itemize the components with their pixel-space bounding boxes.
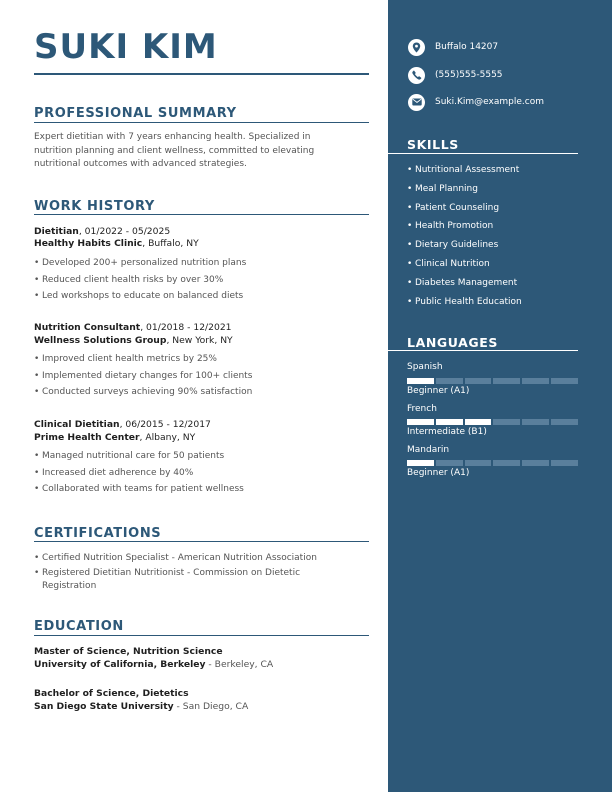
job-bullets: [34, 351, 364, 401]
bullet-icon: •: [34, 258, 40, 268]
job-title-line: [34, 419, 211, 430]
bullet-icon: •: [34, 484, 40, 494]
skill-text: Patient Counseling: [415, 202, 500, 213]
language-name: Spanish: [407, 362, 443, 372]
job-title: Clinical Dietitian: [34, 419, 120, 430]
contact-location: [408, 38, 498, 56]
email-text[interactable]: Suki.Kim@example.com: [435, 97, 544, 107]
list-item: [34, 368, 364, 385]
proficiency-segment-empty: [493, 378, 520, 384]
skill-text: Dietary Guidelines: [415, 240, 499, 251]
work-history-divider: [34, 214, 369, 215]
bullet-icon: •: [34, 370, 40, 381]
certification-text: Registered Dietitian Nutritionist - Commission on Dietetic Registration: [42, 567, 301, 591]
proficiency-segment-empty: [493, 419, 520, 425]
skill-text: Health Promotion: [415, 221, 494, 232]
bullet-text: Increased diet adherence by 40%: [42, 467, 194, 478]
education-location: - Berkeley, CA: [205, 659, 274, 670]
name-divider: [34, 73, 369, 75]
summary-line: Expert dietitian with 7 years enhancing health. Specialized in: [34, 132, 311, 142]
education-school-line: [34, 701, 248, 712]
proficiency-segment-empty: [522, 419, 549, 425]
education-degree: Bachelor of Science, Dietetics: [34, 688, 189, 699]
education-heading: EDUCATION: [34, 619, 124, 634]
education-location: - San Diego, CA: [173, 701, 249, 712]
proficiency-segment-filled: [407, 419, 434, 425]
list-item: [34, 552, 354, 565]
job-company-line: [34, 238, 199, 249]
proficiency-segment-empty: [465, 378, 492, 384]
proficiency-segment-filled: [407, 460, 434, 466]
skills-divider: [388, 153, 578, 154]
map-pin-icon: [408, 39, 425, 56]
education-divider: [34, 635, 369, 636]
list-item: [34, 272, 364, 289]
phone-icon: [408, 67, 425, 84]
skill-text: Public Health Education: [415, 296, 522, 307]
job-title-line: [34, 322, 232, 333]
bullet-icon: •: [34, 567, 40, 578]
language-name: French: [407, 404, 437, 414]
bullet-icon: •: [34, 467, 40, 478]
education-school: University of California, Berkeley: [34, 659, 206, 670]
bullet-icon: •: [407, 202, 413, 213]
bullet-text: Developed 200+ personalized nutrition plans: [42, 258, 247, 268]
certifications-heading: CERTIFICATIONS: [34, 526, 162, 541]
proficiency-segment-empty: [551, 460, 578, 466]
certifications-divider: [34, 541, 369, 542]
proficiency-segment-empty: [551, 378, 578, 384]
list-item: [34, 255, 364, 272]
job-bullets: [34, 448, 364, 498]
summary-heading: PROFESSIONAL SUMMARY: [34, 106, 237, 121]
language-proficiency-bar: [407, 419, 578, 425]
list-item: [407, 274, 522, 293]
bullet-icon: •: [407, 258, 413, 269]
job-bullets: [34, 255, 364, 305]
list-item: [34, 351, 364, 368]
skill-text: Clinical Nutrition: [415, 258, 490, 269]
bullet-icon: •: [34, 354, 40, 364]
proficiency-segment-empty: [551, 419, 578, 425]
language-proficiency-bar: [407, 460, 578, 466]
language-proficiency-bar: [407, 378, 578, 384]
language-level: Intermediate (B1): [407, 427, 487, 437]
language-name: Mandarin: [407, 445, 450, 455]
list-item: [34, 448, 364, 465]
bullet-icon: •: [407, 240, 413, 251]
bullet-icon: •: [34, 387, 40, 397]
job-company: Healthy Habits Clinic: [34, 238, 143, 249]
proficiency-segment-empty: [493, 460, 520, 466]
skill-text: Nutritional Assessment: [415, 165, 520, 175]
certification-text: Certified Nutrition Specialist - American Nutrition Association: [42, 553, 317, 563]
education-degree: Master of Science, Nutrition Science: [34, 646, 223, 657]
bullet-text: Improved client health metrics by 25%: [42, 354, 217, 364]
bullet-text: Led workshops to educate on balanced diets: [42, 291, 244, 301]
job-dates: , 01/2022 - 05/2025: [78, 226, 171, 237]
list-item: [34, 384, 364, 401]
proficiency-segment-empty: [522, 460, 549, 466]
list-item: [34, 567, 354, 593]
bullet-icon: •: [34, 291, 40, 301]
job-title-line: [34, 226, 170, 237]
candidate-name: SUKI KIM: [34, 27, 218, 67]
bullet-text: Conducted surveys achieving 90% satisfaction: [42, 387, 253, 397]
proficiency-segment-empty: [436, 378, 463, 384]
bullet-text: Reduced client health risks by over 30%: [42, 274, 224, 285]
list-item: [34, 288, 364, 305]
sidebar: [388, 0, 612, 792]
languages-divider: [388, 350, 578, 351]
bullet-icon: •: [407, 221, 413, 232]
language-level: Beginner (A1): [407, 386, 470, 396]
job-location: , New York, NY: [166, 335, 233, 346]
proficiency-segment-empty: [436, 460, 463, 466]
email-icon: [408, 94, 425, 111]
contact-email: [408, 93, 544, 111]
job-location: , Buffalo, NY: [142, 238, 199, 249]
bullet-icon: •: [407, 296, 413, 307]
job-location: , Albany, NY: [139, 432, 196, 443]
languages-heading: LANGUAGES: [407, 335, 499, 350]
bullet-icon: •: [34, 451, 40, 461]
list-item: [407, 217, 522, 236]
proficiency-segment-filled: [465, 419, 492, 425]
job-title: Nutrition Consultant: [34, 322, 141, 333]
skills-list: [407, 161, 522, 311]
job-company: Prime Health Center: [34, 432, 140, 443]
certifications-list: [34, 552, 354, 594]
bullet-text: Managed nutritional care for 50 patients: [42, 451, 225, 461]
job-dates: , 06/2015 - 12/2017: [119, 419, 211, 430]
language-level: Beginner (A1): [407, 468, 470, 478]
list-item: [407, 161, 522, 180]
list-item: [407, 255, 522, 274]
proficiency-segment-empty: [522, 378, 549, 384]
bullet-icon: •: [407, 165, 413, 175]
job-company: Wellness Solutions Group: [34, 335, 167, 346]
contact-phone: [408, 66, 503, 84]
summary-divider: [34, 122, 369, 123]
location-text: Buffalo 14207: [435, 42, 499, 52]
list-item: [407, 293, 522, 312]
bullet-icon: •: [34, 553, 40, 563]
list-item: [407, 199, 522, 218]
education-school: San Diego State University: [34, 701, 174, 712]
bullet-text: Implemented dietary changes for 100+ clients: [42, 370, 253, 381]
work-history-heading: WORK HISTORY: [34, 199, 155, 214]
bullet-icon: •: [34, 274, 40, 285]
job-title: Dietitian: [34, 226, 79, 237]
summary-line: nutrition planning and client wellness, committed to elevating: [34, 145, 315, 156]
summary-text: [34, 131, 354, 172]
job-dates: , 01/2018 - 12/2021: [140, 322, 232, 333]
proficiency-segment-empty: [465, 460, 492, 466]
proficiency-segment-filled: [407, 378, 434, 384]
list-item: [407, 180, 522, 199]
proficiency-segment-filled: [436, 419, 463, 425]
skill-text: Meal Planning: [415, 183, 478, 194]
bullet-icon: •: [407, 183, 413, 194]
bullet-icon: •: [407, 277, 413, 288]
education-school-line: [34, 659, 273, 670]
skills-heading: SKILLS: [407, 137, 459, 152]
job-company-line: [34, 335, 233, 346]
summary-line: nutritional outcomes with advanced strategies.: [34, 159, 247, 169]
list-item: [34, 465, 364, 482]
skill-text: Diabetes Management: [415, 277, 518, 288]
list-item: [407, 236, 522, 255]
list-item: [34, 481, 364, 498]
phone-text: (555)555-5555: [435, 70, 503, 80]
bullet-text: Collaborated with teams for patient wellness: [42, 484, 244, 494]
job-company-line: [34, 432, 195, 443]
